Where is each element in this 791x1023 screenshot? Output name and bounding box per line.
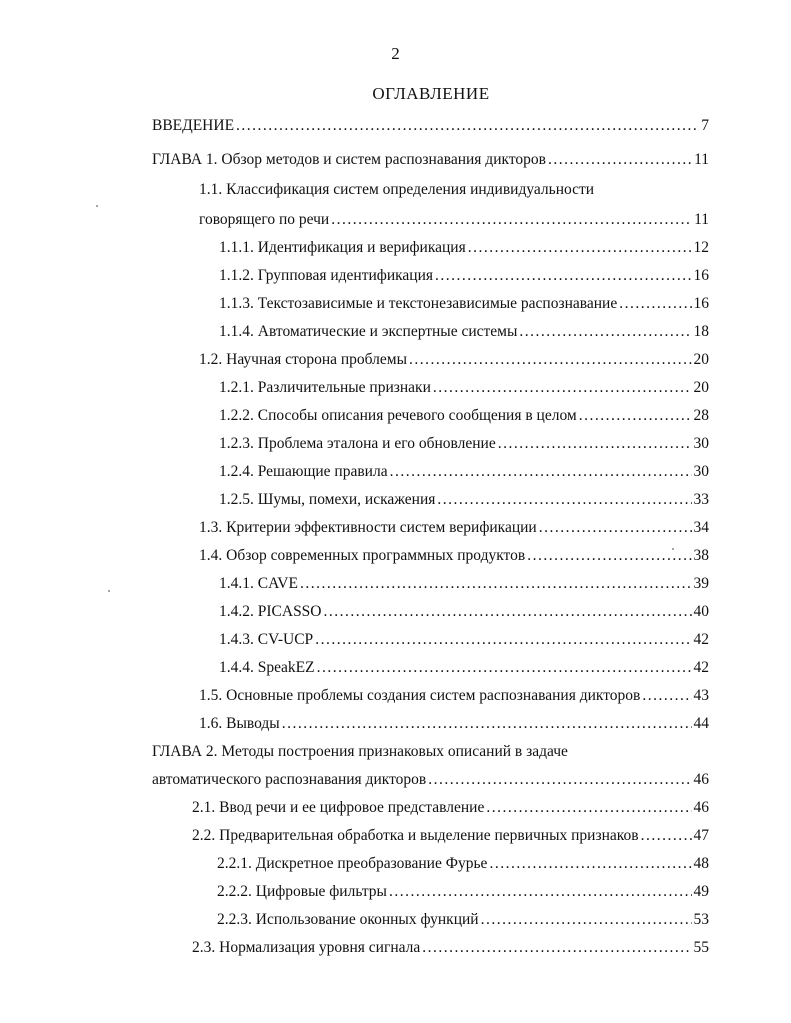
toc-entry-1-1 <box>199 210 709 230</box>
toc-entry-text: 2.2. Предварительная обработка и выделение первичных признаков <box>192 827 639 844</box>
toc-entry-text: 1.3. Критерии эффективности систем верификации <box>199 519 537 536</box>
toc-leader-dots <box>236 116 699 136</box>
toc-leader-dots <box>433 378 692 398</box>
toc-leader-dots <box>481 910 692 930</box>
toc-leader-dots <box>324 602 692 622</box>
toc-entry-2-3 <box>192 938 709 958</box>
toc-entry-page: 11 <box>694 151 709 168</box>
toc-entry-page: 43 <box>693 687 709 704</box>
toc-entry-page: 7 <box>701 117 709 134</box>
toc-entry-text: 1.2.4. Решающие правила <box>219 463 388 480</box>
toc-entry-page: 18 <box>693 323 709 340</box>
toc-entry-page: 47 <box>693 827 709 844</box>
toc-leader-dots <box>390 462 692 482</box>
toc-entry-page: 46 <box>693 771 709 788</box>
toc-entry-1-4-1 <box>219 574 709 594</box>
toc-entry-text: ГЛАВА 1. Обзор методов и систем распознавания дикторов <box>152 151 546 168</box>
toc-leader-dots <box>642 686 691 706</box>
toc-title: ОГЛАВЛЕНИЕ <box>372 84 490 103</box>
toc-entry-text: 1.4.3. CV-UCP <box>219 631 314 648</box>
toc-entry-text: 1.2.2. Способы описания речевого сообщения в целом <box>219 407 577 424</box>
toc-entry-text: 2.2.1. Дискретное преобразование Фурье <box>217 855 488 872</box>
toc-entry-page: 42 <box>693 631 709 648</box>
toc-entry-text: 2.2.3. Использование оконных функций <box>217 911 479 928</box>
toc-leader-dots <box>300 574 692 594</box>
toc-leader-dots <box>315 630 691 650</box>
scan-speck <box>96 205 98 207</box>
toc-entry-text: 1.4.2. PICASSO <box>219 603 322 620</box>
toc-entry-page: 48 <box>693 855 709 872</box>
toc-leader-dots <box>641 826 692 846</box>
toc-leader-dots <box>389 882 692 902</box>
scan-speck <box>672 548 674 550</box>
toc-leader-dots <box>317 658 692 678</box>
toc-entry-page: 12 <box>693 239 709 256</box>
toc-entry-page: 42 <box>693 659 709 676</box>
toc-entry-2-2-3 <box>217 910 709 930</box>
toc-entry-page: 40 <box>693 603 709 620</box>
toc-entry-page: 55 <box>693 939 709 956</box>
toc-entry-page: 39 <box>693 575 709 592</box>
toc-leader-dots <box>422 938 691 958</box>
toc-entry-text: 2.3. Нормализация уровня сигнала <box>192 939 421 956</box>
toc-entry-page: 46 <box>693 799 709 816</box>
toc-entry-page: 53 <box>693 911 709 928</box>
toc-entry-text: 2.1. Ввод речи и ее цифровое представление <box>192 799 485 816</box>
toc-entry-2-1 <box>192 798 709 818</box>
toc-leader-dots <box>331 210 692 230</box>
toc-entry-1-4 <box>199 546 709 566</box>
toc-entry-page: 33 <box>693 491 709 508</box>
toc-entry-text: 2.2.2. Цифровые фильтры <box>217 883 387 900</box>
toc-entry-text: 1.2.3. Проблема эталона и его обновление <box>219 435 496 452</box>
toc-leader-dots <box>435 266 691 286</box>
toc-leader-dots <box>548 150 692 170</box>
toc-leader-dots <box>519 322 691 342</box>
toc-leader-dots <box>282 714 692 734</box>
toc-entry-page: 30 <box>693 463 709 480</box>
toc-entry-1-2-2 <box>219 406 709 426</box>
toc-entry-text: ВВЕДЕНИЕ <box>152 117 235 134</box>
toc-leader-dots <box>437 490 691 510</box>
toc-leader-dots <box>619 294 691 314</box>
toc-entry-text-line1: 1.1. Классификация систем определения индивидуальности <box>199 181 595 198</box>
toc-entry-text: 1.4.4. SpeakEZ <box>219 659 315 676</box>
toc-entry-1-2-1 <box>219 378 709 398</box>
toc-entry-page: 30 <box>693 435 709 452</box>
toc-entry-text: 1.1.3. Текстозависимые и текстонезависимые распознавание <box>219 295 618 312</box>
toc-entry-2-2 <box>192 826 709 846</box>
scan-speck <box>108 590 110 592</box>
toc-entry-1-2 <box>199 350 709 370</box>
toc-entry-text: автоматического распознавания дикторов <box>152 771 427 788</box>
toc-entry-page: 28 <box>693 407 709 424</box>
toc-entry-page: 38 <box>693 547 709 564</box>
toc-entry-1-2-5 <box>219 490 709 510</box>
toc-entry-1-4-2 <box>219 602 709 622</box>
toc-entry-2-2-2 <box>217 882 709 902</box>
toc-entry-text: 1.2.5. Шумы, помехи, искажения <box>219 491 436 508</box>
toc-entry-1-2-3 <box>219 434 709 454</box>
toc-leader-dots <box>409 350 691 370</box>
toc-leader-dots <box>527 546 691 566</box>
toc-entry-1-5 <box>199 686 709 706</box>
toc-entry-text: 1.2. Научная сторона проблемы <box>199 351 408 368</box>
toc-entry-text: 1.2.1. Различительные признаки <box>219 379 431 396</box>
toc-leader-dots <box>468 238 692 258</box>
toc-entry-text: 1.4. Обзор современных программных продуктов <box>199 547 526 564</box>
toc-entry-1-6 <box>199 714 709 734</box>
toc-entry-1-4-3 <box>219 630 709 650</box>
toc-leader-dots <box>486 798 691 818</box>
toc-entry-chapter-1 <box>152 150 709 170</box>
toc-entry-text: 1.4.1. CAVE <box>219 575 298 592</box>
toc-entry-1-4-4 <box>219 658 709 678</box>
toc-entry-page: 20 <box>693 351 709 368</box>
toc-entry-page: 11 <box>694 211 709 228</box>
toc-entry-text: 1.1.1. Идентификация и верификация <box>219 239 466 256</box>
toc-entry-text: говорящего по речи <box>199 211 330 228</box>
page-number: 2 <box>391 44 400 63</box>
toc-entry-text-line1: ГЛАВА 2. Методы построения признаковых описаний в задаче <box>152 743 568 760</box>
toc-entry-page: 16 <box>693 295 709 312</box>
toc-entry-1-1-2 <box>219 266 709 286</box>
toc-entry-1-1-1 <box>219 238 709 258</box>
toc-entry-text: 1.1.2. Групповая идентификация <box>219 267 434 284</box>
toc-entry-1-3 <box>199 518 709 538</box>
toc-entry-page: 44 <box>693 715 709 732</box>
toc-entry-page: 34 <box>693 519 709 536</box>
toc-leader-dots <box>539 518 692 538</box>
toc-entry-text: 1.5. Основные проблемы создания систем распознавания дикторов <box>199 687 641 704</box>
toc-entry-text: 1.6. Выводы <box>199 715 280 732</box>
toc-leader-dots <box>498 434 692 454</box>
toc-entry-page: 20 <box>693 379 709 396</box>
toc-entry-1-2-4 <box>219 462 709 482</box>
toc-entry-chapter-2 <box>152 770 709 790</box>
toc-entry-1-1-3 <box>219 294 709 314</box>
toc-entry-introduction <box>152 116 709 136</box>
toc-leader-dots <box>489 854 691 874</box>
toc-leader-dots <box>579 406 692 426</box>
toc-entry-page: 49 <box>693 883 709 900</box>
toc-entry-text: 1.1.4. Автоматические и экспертные системы <box>219 323 518 340</box>
toc-entry-1-1-4 <box>219 322 709 342</box>
toc-entry-page: 16 <box>693 267 709 284</box>
toc-leader-dots <box>428 770 691 790</box>
toc-entry-2-2-1 <box>217 854 709 874</box>
